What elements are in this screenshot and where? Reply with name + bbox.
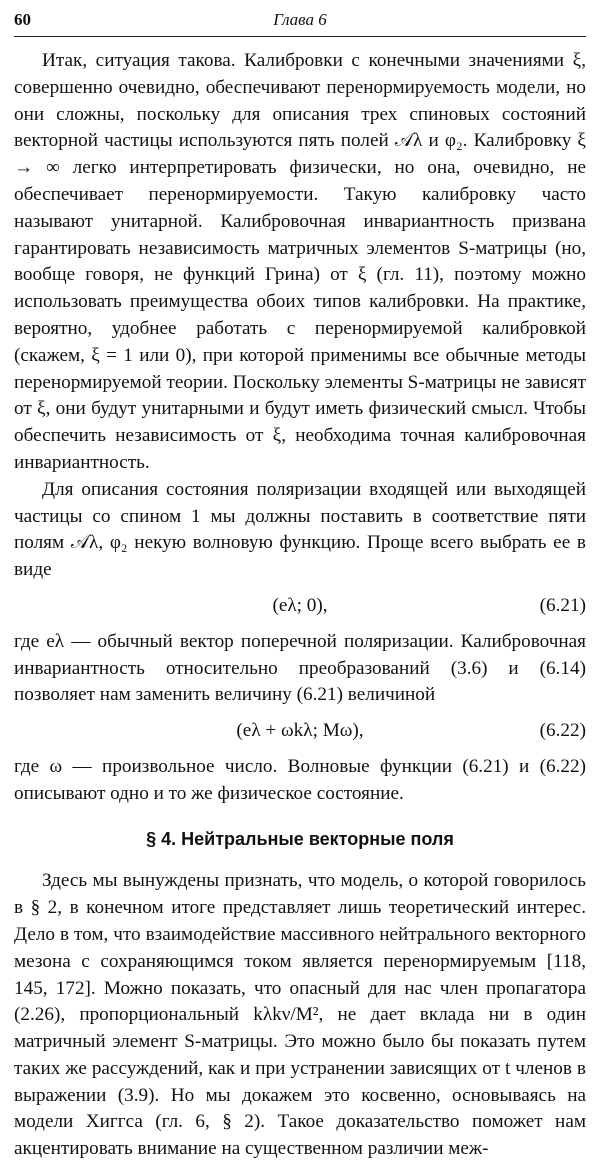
- page-number: 60: [14, 10, 31, 29]
- formula-6-22-number: (6.22): [539, 720, 586, 742]
- formula-6-21-expression: (eλ; 0),: [272, 594, 328, 616]
- formula-6-22: [14, 718, 586, 745]
- header-rule: [14, 36, 586, 37]
- paragraph-neutral-vector-fields: Здесь мы вынуждены признать, что модель, о которой говорилось в § 2, в конечном итоге представляет лишь теоретический интерес. Дело в том, что взаимодействие массивного нейтрального векторного мезона с сохраняющимся током является перенормируемым [118, 145, 172]. Можно показать, что опасный для нас член пропагатора (2.26), пропорциональный kλkν/M², не дает вклада ни в один матричный элемент S-матрицы. Это можно было бы показать путем таких же рассуждений, как и при устранении зависящих от t членов в выражении (3.9). Но мы докажем это косвенно, основываясь на модели Хиггса (гл. 6, § 2). Такое доказательство поможет нам акцентировать внимание на существенном различии меж-: [14, 870, 586, 1160]
- page-header: [14, 8, 586, 34]
- paragraph-gauge-choice: Итак, ситуация такова. Калибровки с конечными значениями ξ, совершенно очевидно, обеспечивают перенормируемость модели, но они сложны, поскольку для описания трех спиновых состояний векторной частицы используются пять полей 𝒜λ и φ₂. Калибровку ξ → ∞ легко интерпретировать физически, но она, очевидно, не обеспечивает перенормируемости. Такую калибровку часто называют унитарной. Калибровочная инвариантность призвана гарантировать независимость матричных элементов S-матрицы (но, вообще говоря, не функций Грина) от ξ (гл. 11), поэтому можно использовать преимущества обоих типов калибровки. На практике, вероятно, удобнее работать с перенормируемой калибровкой (скажем, ξ = 1 или 0), при которой применимы все обычные методы перенормируемой теории. Поскольку элементы S-матрицы не зависят от ξ, они будут унитарными и будут иметь физический смысл. Чтобы обеспечить независимость от ξ, необходима точная калибровочная инвариантность.: [14, 50, 586, 473]
- running-title: Глава 6: [273, 10, 327, 29]
- paragraph-transverse-vector: где eλ — обычный вектор поперечной поляризации. Калибровочная инвариантность относительно преобразований (3.6) и (6.14) позволяет нам заменить величину (6.21) величиной: [14, 630, 586, 706]
- page-body: [14, 48, 586, 1163]
- section-heading: § 4. Нейтральные векторные поля: [146, 828, 454, 849]
- paragraph-polarization: Для описания состояния поляризации входящей или выходящей частицы со спином 1 мы должны поставить в соответствие пяти полям 𝒜λ, φ₂ некую волновую функцию. Проще всего выбрать ее в виде: [14, 478, 586, 581]
- formula-6-21: [14, 593, 586, 620]
- formula-6-22-expression: (eλ + ωkλ; Mω),: [236, 720, 364, 742]
- paragraph-arbitrary-number: где ω — произвольное число. Волновые функции (6.21) и (6.22) описывают одно и то же физическое состояние.: [14, 755, 586, 804]
- formula-6-21-number: (6.21): [539, 594, 586, 616]
